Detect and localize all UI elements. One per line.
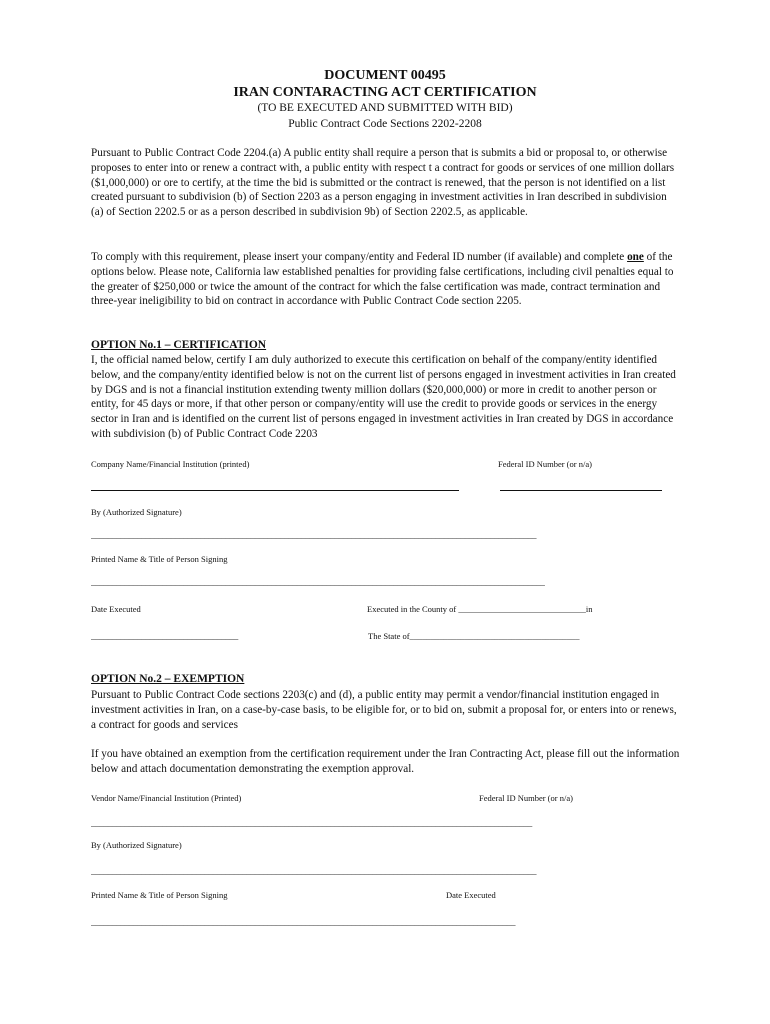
signature-label-2: By (Authorized Signature) [91, 840, 182, 850]
federal-id-label-2: Federal ID Number (or n/a) [479, 793, 573, 803]
option2-body-1: Pursuant to Public Contract Code sections 2203(c) and (d), a public entity may permit a vendor/financial institution engaged in investment activities in Iran, on a case-by-case basis, to be eligible for, or to bid on, submit a proposal for, or enters into or renews, a contract for goods and services [91, 689, 677, 731]
option2-heading: OPTION No.2 – EXEMPTION [91, 673, 245, 685]
signature-field[interactable]: __________________________________________________________________________________________________________ [91, 530, 537, 540]
company-name-field[interactable] [91, 490, 459, 491]
code-sections: Public Contract Code Sections 2202-2208 [288, 118, 482, 130]
vendor-name-label: Vendor Name/Financial Institution (Printed) [91, 793, 242, 803]
document-number: DOCUMENT 00495 [324, 68, 446, 83]
option1-heading: OPTION No.1 – CERTIFICATION [91, 339, 267, 351]
signature-label: By (Authorized Signature) [91, 507, 182, 517]
intro-paragraph-1: Pursuant to Public Contract Code 2204.(a) A public entity shall require a person that is submits a bid or proposal to, or otherwise proposes to enter into or renew a contract with, a public entity with respect t a contract for goods or services of one million dollars ($1,000,000) or ore to certify, at the time the bid is submitted or the contract is renewed, that the person is not identified on a list created pursuant to subdivision (b) of Section 2203 as a person engaging in investment activities in Iran described in subdivision (a) of Section 2202.5 or as a person described in subdivision 9b) of Section 2202.5, as applicable. [91, 147, 675, 219]
state-field[interactable]: The State of________________________________________ [368, 631, 580, 641]
date-executed-label: Date Executed [91, 604, 141, 614]
federal-id-field[interactable] [500, 490, 662, 491]
signature-field-2[interactable]: __________________________________________________________________________________________________________ [91, 866, 537, 876]
date-executed-label-2: Date Executed [446, 890, 496, 900]
county-field[interactable]: Executed in the County of ______________________________in [367, 604, 593, 614]
vendor-name-field[interactable]: _________________________________________________________________________________________________________ [91, 818, 533, 828]
printed-name-label-2: Printed Name & Title of Person Signing [91, 890, 228, 900]
date-executed-field[interactable]: ___________________________________ [91, 631, 239, 641]
federal-id-label: Federal ID Number (or n/a) [498, 459, 592, 469]
document-subtitle: (TO BE EXECUTED AND SUBMITTED WITH BID) [257, 102, 513, 114]
emphasis-one: one [627, 251, 644, 263]
printed-name-label: Printed Name & Title of Person Signing [91, 554, 228, 564]
option2-body-2: If you have obtained an exemption from the certification requirement under the Iran Contracting Act, please fill out the information below and attach documentation demonstrating the exemption approval. [91, 748, 680, 775]
company-name-label: Company Name/Financial Institution (printed) [91, 459, 250, 469]
document-title: IRAN CONTARACTING ACT CERTIFICATION [233, 85, 537, 100]
printed-name-field[interactable]: ____________________________________________________________________________________________________________ [91, 577, 545, 587]
printed-name-field-2[interactable]: _____________________________________________________________________________________________________ [91, 917, 516, 927]
intro-paragraph-2: To comply with this requirement, please insert your company/entity and Federal ID number (if available) and complete one of the options below. Please note, California law established penalties for providing false certifications, including civil penalties equal to the greater of $250,000 or twice the amount of the contract for which the false certification was made, contract termination and three-year ineligibility to bid on contract in accordance with Public Contract Code section 2205. [91, 251, 674, 308]
option1-body: I, the official named below, certify I am duly authorized to execute this certification on behalf of the company/entity identified below, and the company/entity identified below is not on the current list of persons engaged in investment activities in Iran created by DGS and is not a financial institution extending twenty million dollars ($20,000,000) or more in credit to another person or entity, for 45 days or more, if that other person or company/entity will use the credit to provide goods or services in the energy sector in Iran and is identified on the current list of persons engaged in investment activities in Iran created by DGS in accordance with subdivision (b) of Public Contract Code 2203 [91, 354, 676, 440]
